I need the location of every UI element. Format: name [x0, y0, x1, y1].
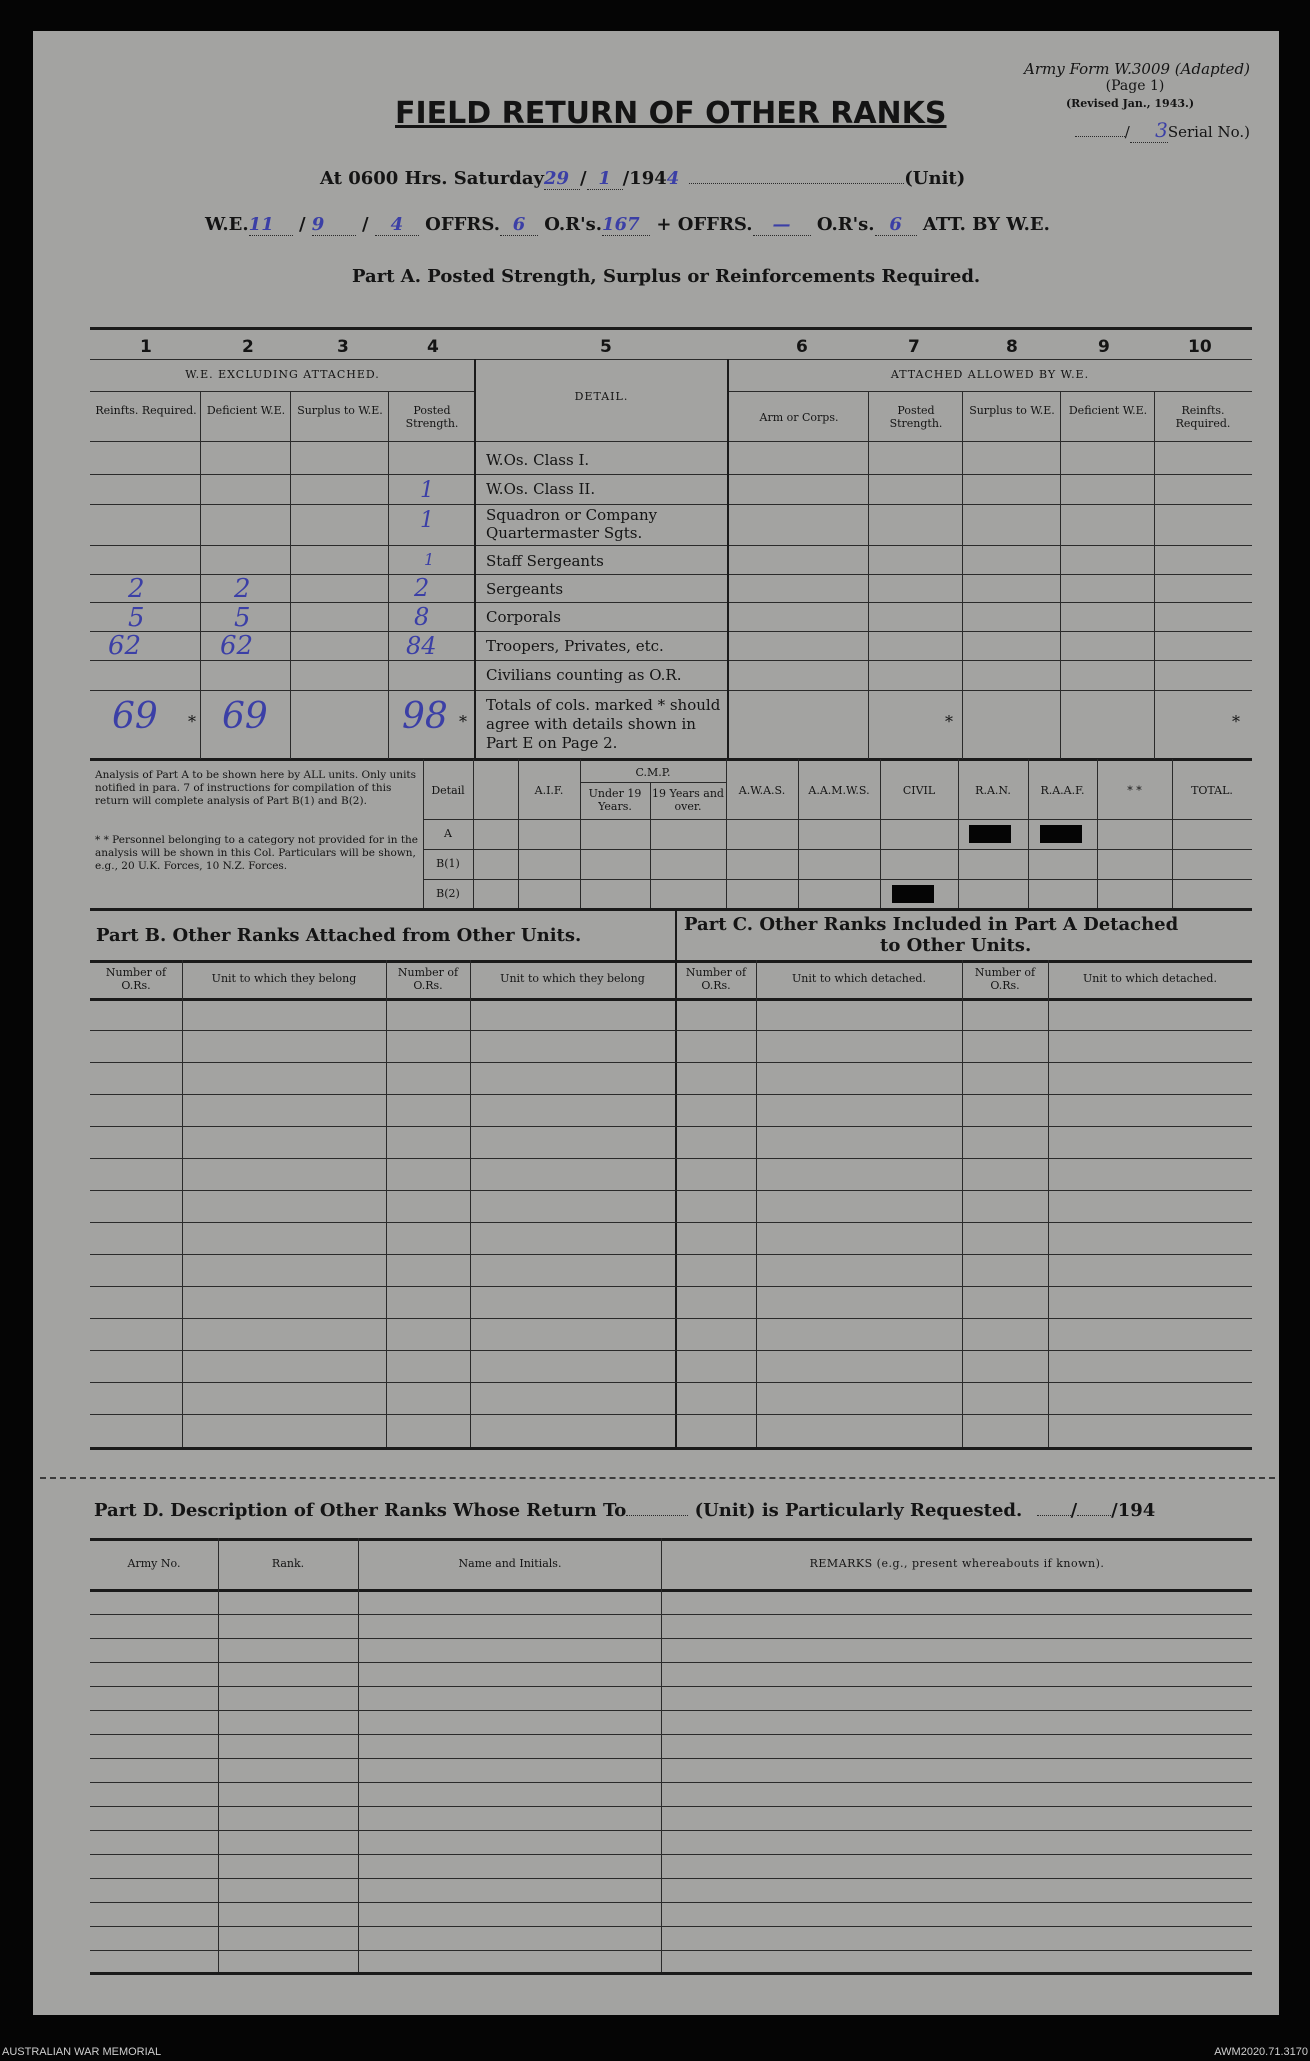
- analysis-row-a: A: [444, 827, 452, 840]
- analysis-note: Analysis of Part A to be shown here by ALL units. Only units notified in para. 7 of instructions for compilation of this return will complete analysis of Part B(1) and B(2).: [95, 769, 417, 807]
- ran-header: R.A.N.: [975, 784, 1011, 797]
- deficient-corporals: 5: [234, 603, 251, 633]
- cmp-header: C.M.P.: [635, 766, 671, 779]
- star-4: *: [459, 712, 467, 731]
- analysis-detail-header: Detail: [431, 784, 465, 797]
- deficient-sergeants: 2: [234, 574, 251, 604]
- part-d-hdr-rank: Rank.: [271, 1557, 305, 1570]
- cmp-under-19: Under 19 Years.: [588, 787, 642, 813]
- total-reinfts: 69: [112, 696, 158, 737]
- part-a-title: Part A. Posted Strength, Surplus or Reinforcements Required.: [352, 266, 981, 287]
- civil-header: CIVIL: [902, 784, 936, 797]
- part-d-hdr-remarks: REMARKS (e.g., present whereabouts if known).: [809, 1557, 1105, 1570]
- detail-cqms: Squadron or Company Quartermaster Sgts.: [486, 506, 658, 542]
- page-label: (Page 1): [1105, 78, 1165, 94]
- analysis-row-b1: B(1): [436, 857, 460, 870]
- reinfts-sergeants: 2: [128, 574, 145, 604]
- star-10: *: [1232, 712, 1240, 731]
- detail-civilians: Civilians counting as O.R.: [486, 666, 682, 684]
- part-b-title: Part B. Other Ranks Attached from Other Units.: [96, 925, 582, 946]
- part-c-hdr-unit2: Unit to which detached.: [1083, 972, 1217, 985]
- page-title: FIELD RETURN OF OTHER RANKS: [395, 96, 947, 131]
- total-deficient: 69: [222, 696, 268, 737]
- hdr-reinfts: Reinfts. Required.: [95, 404, 197, 417]
- hdr-arm-corps: Arm or Corps.: [759, 411, 839, 424]
- detail-sergeants: Sergeants: [486, 580, 564, 598]
- detail-wo-class2: W.Os. Class II.: [486, 480, 596, 498]
- posted-wo2: 1: [420, 478, 434, 503]
- posted-sergeants: 2: [414, 574, 430, 602]
- date-month: 1: [598, 168, 611, 189]
- awas-header: A.W.A.S.: [738, 784, 786, 797]
- part-c-title: Part C. Other Ranks Included in Part A Detached to Other Units.: [684, 914, 1179, 956]
- column-numbers: 1 2 3 4 5 6 7 8 9 10: [140, 337, 1212, 357]
- detail-troopers: Troopers, Privates, etc.: [486, 637, 664, 655]
- footer-left: AUSTRALIAN WAR MEMORIAL: [2, 2046, 162, 2058]
- raaf-header: R.A.A.F.: [1040, 784, 1085, 797]
- footer-right: AWM2020.71.3170: [1214, 2046, 1308, 2058]
- serial-number: / 3Serial No.): [1030, 118, 1250, 143]
- right-group-header: ATTACHED ALLOWED BY W.E.: [890, 368, 1090, 381]
- redaction-ran: [969, 825, 1011, 843]
- total-posted: 98: [402, 696, 448, 737]
- part-b-hdr-unit2: Unit to which they belong: [500, 972, 645, 985]
- part-c-hdr-num2: Number of O.Rs.: [974, 966, 1036, 992]
- part-b-hdr-num1: Number of O.Rs.: [105, 966, 167, 992]
- date-day: 29: [544, 168, 570, 189]
- analysis-note-2: * * Personnel belonging to a category not provided for in the analysis will be shown in this Col. Particulars will be shown, e.g., 20 U.K. Forces, 10 N.Z. Forces.: [95, 834, 419, 872]
- aamws-header: A.A.M.W.S.: [808, 784, 870, 797]
- hdr-deficient: Deficient W.E.: [206, 404, 286, 417]
- part-d-hdr-name: Name and Initials.: [458, 1557, 562, 1570]
- date-year: 4: [666, 168, 680, 189]
- hdr-att-surplus: Surplus to W.E.: [969, 404, 1055, 417]
- redaction-raaf: [1040, 825, 1082, 843]
- reinfts-troopers: 62: [108, 631, 142, 661]
- hdr-att-posted: Posted Strength.: [889, 404, 943, 430]
- hdr-att-deficient: Deficient W.E.: [1068, 404, 1148, 417]
- analysis-row-b2: B(2): [436, 887, 460, 900]
- posted-corporals: 8: [414, 603, 430, 631]
- part-c-hdr-num1: Number of O.Rs.: [685, 966, 747, 992]
- we-line: W.E.11 / 9 / 4 OFFRS. 6 O.R's.167 + OFFRS. — O.R's. 6 ATT. BY W.E.: [205, 214, 1050, 235]
- tear-line: [40, 1477, 1275, 1479]
- army-form-label: Army Form W.3009 (Adapted): [1024, 60, 1250, 78]
- star-7: *: [945, 712, 953, 731]
- part-b-hdr-num2: Number of O.Rs.: [397, 966, 459, 992]
- posted-staff-sgt: 1: [424, 550, 435, 569]
- detail-totals: Totals of cols. marked * should agree with details shown in Part E on Page 2.: [486, 696, 721, 752]
- hdr-att-reinfts: Reinfts. Required.: [1175, 404, 1231, 430]
- redaction-civil: [892, 885, 934, 903]
- aif-header: A.I.F.: [534, 784, 564, 797]
- date-line: At 0600 Hrs. Saturday29 / 1 /1944 (Unit): [320, 168, 966, 189]
- cmp-19-over: 19 Years and over.: [652, 787, 724, 813]
- deficient-troopers: 62: [220, 631, 254, 661]
- hdr-surplus: Surplus to W.E.: [297, 404, 383, 417]
- revised-label: (Revised Jan., 1943.): [1065, 97, 1195, 110]
- stars-header: * *: [1127, 784, 1142, 797]
- serial-label: Serial No.): [1167, 123, 1250, 141]
- part-d-title: Part D. Description of Other Ranks Whose Return To (Unit) is Particularly Requested. / /194: [94, 1500, 1156, 1521]
- detail-header: DETAIL.: [574, 390, 629, 403]
- detail-wo-class1: W.Os. Class I.: [486, 451, 590, 469]
- serial-value: 3: [1155, 118, 1168, 142]
- part-d-hdr-army-no: Army No.: [127, 1557, 181, 1570]
- part-b-hdr-unit1: Unit to which they belong: [211, 972, 357, 985]
- star-1: *: [188, 712, 196, 731]
- reinfts-corporals: 5: [128, 603, 145, 633]
- hdr-posted: Posted Strength.: [405, 404, 459, 430]
- detail-staff-sergeants: Staff Sergeants: [486, 552, 604, 570]
- detail-corporals: Corporals: [486, 608, 561, 626]
- left-group-header: W.E. EXCLUDING ATTACHED.: [185, 368, 380, 381]
- part-c-hdr-unit1: Unit to which detached.: [792, 972, 926, 985]
- posted-cqms: 1: [420, 508, 434, 533]
- posted-troopers: 84: [406, 632, 437, 660]
- total-header: TOTAL.: [1191, 784, 1233, 797]
